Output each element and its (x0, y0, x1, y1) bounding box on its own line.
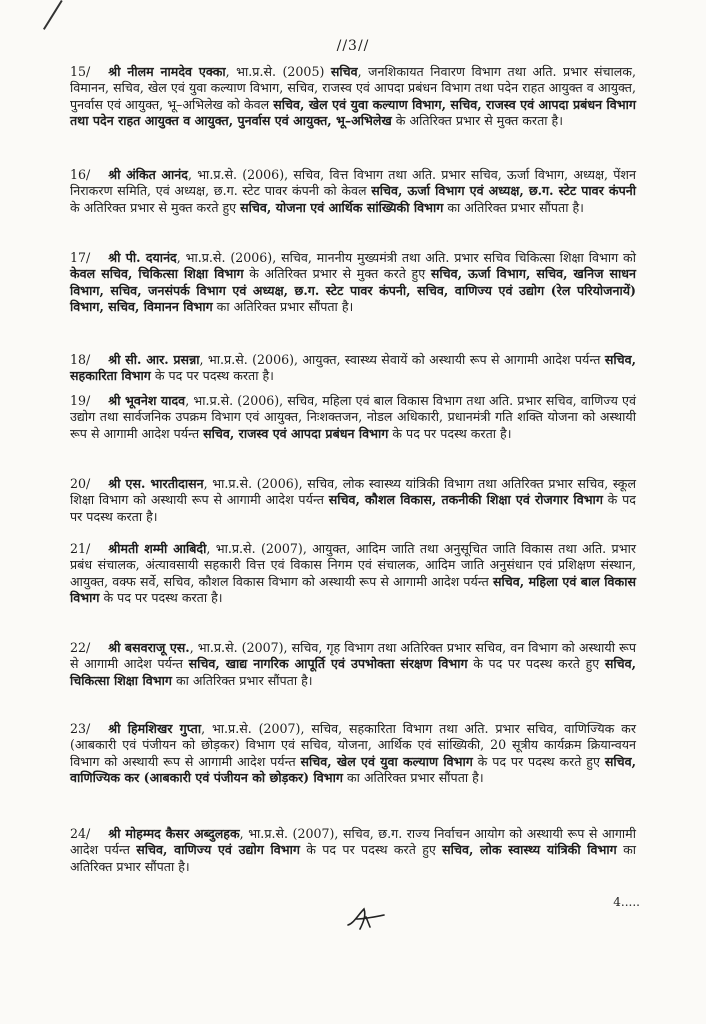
page-number: //3// (336, 38, 370, 54)
entry-number: 20/ (70, 476, 91, 491)
entry-text: का अतिरिक्त प्रभार सौंपता है। (70, 842, 636, 874)
officer-name: श्री सी. आर. प्रसन्ना (108, 352, 200, 367)
entry-text: के पद पर पदस्थ करता है। (99, 589, 223, 605)
posting-text: सचिव, कौशल विकास, तकनीकी शिक्षा एवं रोजगार विभाग (328, 492, 603, 508)
posting-text: सचिव, सहकारिता विभाग (70, 352, 636, 384)
entry-text: के अतिरिक्त प्रभार से मुक्त करते हुए (243, 266, 431, 282)
officer-name: श्री नीलम नामदेव एक्का (108, 64, 226, 79)
entry-text: के पद पर पदस्थ करते हुए (299, 842, 443, 858)
entry-number: 18/ (70, 352, 91, 367)
entry-text: , भा.प्र.से. (2007), सचिव, सहकारिता विभाग तथा अति. प्रभार सचिव, वाणिज्यिक कर (आबकारी एवं पंजीयन को छोड़कर) विभाग एवं सचिव, योजना, आर्थिक एवं सांख्यिकी, 20 सूत्रीय कार्यक्रम क्रियान्वयन विभाग को अस्थायी रूप से आगामी आदेश पर्यन्त (70, 721, 636, 769)
entry-text: का अतिरिक्त प्रभार सौंपता है। (171, 672, 313, 688)
officer-name: श्री पी. दयानंद (108, 250, 177, 265)
order-entry (70, 721, 636, 786)
order-entry (70, 393, 636, 442)
entry-text: के पद पर पदस्थ करता है। (150, 368, 274, 384)
posting-text: सचिव, खेल एवं युवा कल्याण विभाग (300, 753, 473, 769)
entry-text: का अतिरिक्त प्रभार सौंपता है। (212, 298, 354, 314)
officer-name: श्री अंकित आनंद (108, 167, 188, 182)
entry-number: 24/ (70, 826, 91, 841)
posting-text: सचिव, वाणिज्यिक कर (आबकारी एवं पंजीयन को छोड़कर) विभाग (70, 753, 636, 785)
posting-text: केवल सचिव, चिकित्सा शिक्षा विभाग (70, 266, 244, 282)
posting-text: सचिव, खाद्य नागरिक आपूर्ति एवं उपभोक्ता संरक्षण विभाग (188, 656, 468, 672)
officer-name: श्री एस. भारतीदासन (108, 476, 204, 491)
posting-text: सचिव, योजना एवं आर्थिक सांख्यिकी विभाग (240, 199, 444, 215)
entry-text: , भा.प्र.से. (2006), सचिव, वित्त विभाग तथा अति. प्रभार सचिव, ऊर्जा विभाग, अध्यक्ष, पेंशन निराकरण समिति, एवं अध्यक्ष, छ.ग. स्टेट पावर कंपनी को केवल (70, 167, 636, 199)
order-entry (70, 250, 636, 315)
entry-number: 15/ (70, 64, 91, 79)
entry-text: , जनशिकायत निवारण विभाग तथा अति. प्रभार संचालक, विमानन, सचिव, खेल एवं युवा कल्याण विभाग, सचिव, राजस्व एवं आपदा प्रबंधन विभाग तथा पदेन राहत आयुक्त व आयुक्त, पुनर्वास एवं आयुक्त, भू–अभिलेख को केवल (70, 64, 636, 112)
entry-number: 22/ (70, 640, 91, 655)
posting-text: सचिव, राजस्व एवं आपदा प्रबंधन विभाग (203, 425, 389, 441)
posting-text: सचिव, वाणिज्य एवं उद्योग विभाग (136, 842, 300, 858)
entry-text: , भा.प्र.से. (2007), आयुक्त, आदिम जाति तथा अनुसूचित जाति विकास तथा अति. प्रभार प्रबंध संचालक, अंत्यावसायी सहकारी वित्त एवं विकास निगम एवं संचालक, आदिम जाति अनुसंधान एवं प्रशिक्षण संस्थान, आयुक्त, वक्फ सर्वे, सचिव, कौशल विकास विभाग को अस्थायी रूप से आगामी आदेश पर्यन्त (70, 541, 636, 589)
entry-number: 19/ (70, 393, 91, 408)
entry-text: के अतिरिक्त प्रभार से मुक्त करते हुए (70, 199, 241, 215)
entry-text: , भा.प्र.से. (2006), सचिव, महिला एवं बाल विकास विभाग तथा अति. प्रभार सचिव, वाणिज्य एवं उद्योग तथा सार्वजनिक उपक्रम विभाग एवं आयुक्त, निःशक्तजन, नोडल अधिकारी, प्रधानमंत्री गति शक्ति योजना को अस्थायी रूप से आगामी आदेश पर्यन्त (70, 393, 636, 441)
order-entry (70, 826, 636, 875)
entry-text: , भा.प्र.से. (2006), सचिव, लोक स्वास्थ्य यांत्रिकी विभाग तथा अतिरिक्त प्रभार सचिव, स्कूल शिक्षा विभाग को अस्थायी रूप से आगामी आदेश पर्यन्त (70, 476, 636, 508)
entry-text: के पद पर पदस्थ करता है। (70, 492, 636, 524)
signature (344, 905, 388, 933)
entry-text: , भा.प्र.से. (2006), आयुक्त, स्वास्थ्य सेवायें को अस्थायी रूप से आगामी आदेश पर्यन्त (199, 352, 605, 367)
entry-text: , भा.प्र.से. (2007), सचिव, गृह विभाग तथा अतिरिक्त प्रभार सचिव, वन विभाग को अस्थायी रूप से आगामी आदेश पर्यन्त (70, 640, 636, 672)
margin-stroke (43, 0, 63, 30)
entry-number: 21/ (70, 541, 91, 556)
officer-name: श्रीमती शम्मी आबिदी (108, 541, 207, 556)
entry-number: 23/ (70, 721, 91, 736)
posting-text: सचिव, ऊर्जा विभाग एवं अध्यक्ष, छ.ग. स्टेट पावर कंपनी (371, 183, 636, 199)
entry-text: के पद पर पदस्थ करते हुए (472, 753, 605, 769)
continuation-marker: 4..... (613, 895, 640, 909)
order-entry (70, 476, 636, 525)
posting-text: सचिव, ऊर्जा विभाग, सचिव, खनिज साधन विभाग, सचिव, जनसंपर्क विभाग एवं अध्यक्ष, छ.ग. स्टेट पावर कंपनी, सचिव, वाणिज्य एवं उद्योग (रेल परियोजनायें) विभाग, सचिव, विमानन विभाग (70, 266, 636, 314)
posting-text: सचिव, चिकित्सा शिक्षा विभाग (70, 656, 636, 688)
officer-name: श्री बसवराजू एस. (108, 640, 190, 655)
order-entry (70, 64, 636, 129)
entry-number: 17/ (70, 250, 91, 265)
entry-number: 16/ (70, 167, 91, 182)
entry-text: , भा.प्र.से. (2006), सचिव, माननीय मुख्यमंत्री तथा अति. प्रभार सचिव चिकित्सा शिक्षा विभाग को (176, 250, 636, 265)
officer-name: श्री भूवनेश यादव (108, 393, 186, 408)
entry-text: , भा.प्र.से. (2005) (225, 64, 331, 79)
order-entry (70, 167, 636, 216)
entry-text: के पद पर पदस्थ करता है। (388, 425, 512, 441)
entry-text: के अतिरिक्त प्रभार से मुक्त करता है। (391, 112, 563, 128)
officer-name: श्री हिमशिखर गुप्ता (108, 721, 202, 736)
entry-text: , भा.प्र.से. (2007), सचिव, छ.ग. राज्य निर्वाचन आयोग को अस्थायी रूप से आगामी आदेश पर्यन्त (70, 826, 636, 858)
posting-text: सचिव (330, 64, 358, 79)
entry-text: का अतिरिक्त प्रभार सौंपता है। (343, 769, 484, 785)
entry-text: के पद पर पदस्थ करते हुए (467, 656, 605, 672)
order-entry (70, 352, 636, 385)
officer-name: श्री मोहम्मद कैसर अब्दुलहक (108, 826, 240, 841)
order-entry (70, 541, 636, 606)
posting-text: सचिव, महिला एवं बाल विकास विभाग (70, 573, 636, 605)
posting-text: सचिव, लोक स्वास्थ्य यांत्रिकी विभाग (442, 842, 617, 858)
order-entry (70, 640, 636, 689)
posting-text: सचिव, खेल एवं युवा कल्याण विभाग, सचिव, राजस्व एवं आपदा प्रबंधन विभाग तथा पदेन राहत आयुक्त व आयुक्त, पुनर्वास एवं आयुक्त, भू–अभिलेख (70, 96, 636, 128)
entry-text: का अतिरिक्त प्रभार सौंपता है। (443, 199, 584, 215)
